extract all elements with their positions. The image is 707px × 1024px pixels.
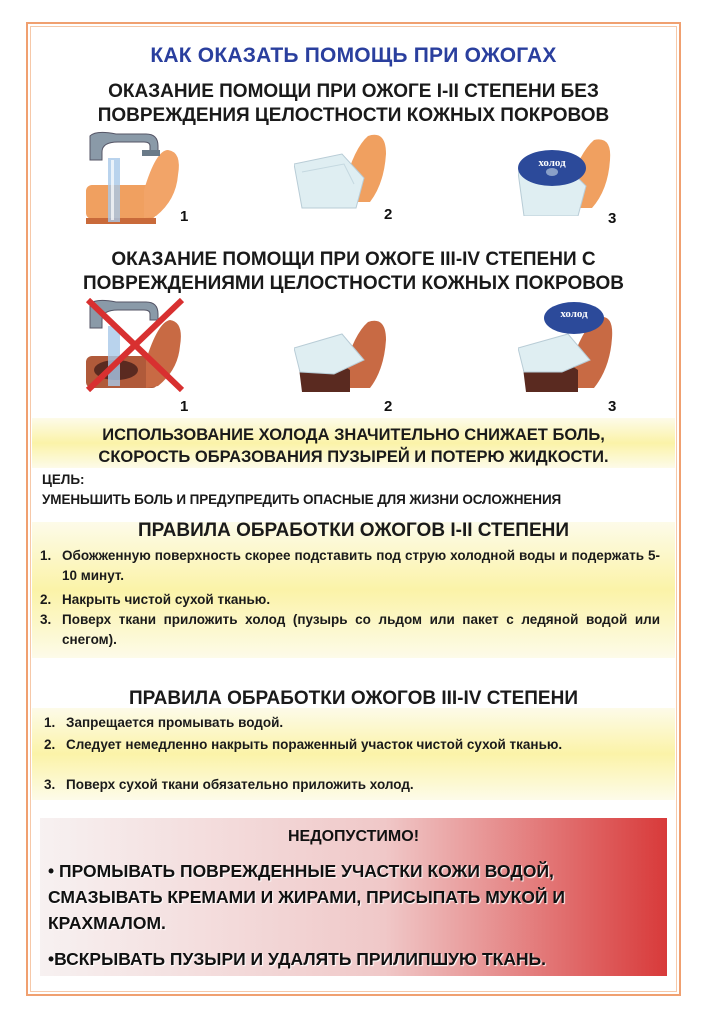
ice-pack-label: холод bbox=[538, 157, 566, 169]
rule-number: 2. bbox=[40, 592, 52, 607]
rule-text: Обожженную поверхность скорее подставить под струю холодной воды и подержать 5-10 минут. bbox=[62, 548, 660, 583]
rule-number: 3. bbox=[44, 777, 56, 792]
section2-heading-line2: ПОВРЕЖДЕНИЯМИ ЦЕЛОСТНОСТИ КОЖНЫХ ПОКРОВОВ bbox=[82, 273, 625, 294]
step-number: 3 bbox=[608, 210, 617, 227]
page-title: КАК ОКАЗАТЬ ПОМОЩЬ ПРИ ОЖОГАХ bbox=[150, 44, 557, 67]
rule-text: Поверх сухой ткани обязательно приложить холод. bbox=[66, 777, 414, 792]
illustration-cold-on-foot bbox=[518, 132, 618, 216]
rule-item bbox=[40, 610, 660, 650]
rule-item bbox=[44, 713, 664, 733]
rule-item bbox=[40, 590, 660, 610]
goal-text: УМЕНЬШИТЬ БОЛЬ И ПРЕДУПРЕДИТЬ ОПАСНЫЕ ДЛЯ ЖИЗНИ ОСЛОЖНЕНИЯ bbox=[42, 492, 562, 507]
warning-item: • ПРОМЫВАТЬ ПОВРЕЖДЕННЫЕ УЧАСТКИ КОЖИ ВОДОЙ, СМАЗЫВАТЬ КРЕМАМИ И ЖИРАМИ, ПРИСЫПАТЬ МУКОЙ И КРАХМАЛОМ. bbox=[48, 861, 565, 933]
rule-text: Поверх ткани приложить холод (пузырь со льдом или пакет с ледяной водой или снегом). bbox=[62, 612, 660, 647]
step-number: 1 bbox=[180, 208, 189, 225]
cold-note-line2: СКОРОСТЬ ОБРАЗОВАНИЯ ПУЗЫРЕЙ И ПОТЕРЮ ЖИДКОСТИ. bbox=[98, 448, 609, 466]
rule-text: Следует немедленно накрыть пораженный участок чистой сухой тканью. bbox=[66, 737, 563, 752]
illustration-covered-burned-foot bbox=[294, 312, 394, 396]
section1-heading-line2: ПОВРЕЖДЕНИЯ ЦЕЛОСТНОСТИ КОЖНЫХ ПОКРОВОВ bbox=[97, 105, 610, 126]
step-number: 2 bbox=[384, 206, 393, 223]
section2-heading-line1: ОКАЗАНИЕ ПОМОЩИ ПРИ ОЖОГЕ III-IV СТЕПЕНИ С bbox=[111, 249, 596, 270]
rule-number: 3. bbox=[40, 612, 52, 627]
rule-item bbox=[44, 735, 664, 755]
rule-text: Запрещается промывать водой. bbox=[66, 715, 284, 730]
rule-number: 2. bbox=[44, 737, 56, 752]
illustration-water-forbidden bbox=[86, 298, 186, 392]
section1-heading-line1: ОКАЗАНИЕ ПОМОЩИ ПРИ ОЖОГЕ I-II СТЕПЕНИ БЕЗ bbox=[108, 81, 599, 102]
step-number: 3 bbox=[608, 398, 617, 415]
rule-text: Накрыть чистой сухой тканью. bbox=[62, 592, 271, 607]
cold-note-line1: ИСПОЛЬЗОВАНИЕ ХОЛОДА ЗНАЧИТЕЛЬНО СНИЖАЕТ БОЛЬ, bbox=[102, 426, 605, 444]
ice-pack-label: холод bbox=[560, 308, 588, 320]
rule-number: 1. bbox=[40, 548, 52, 563]
rule-item bbox=[40, 546, 660, 586]
rules12-title: ПРАВИЛА ОБРАБОТКИ ОЖОГОВ I-II СТЕПЕНИ bbox=[137, 520, 570, 541]
rule-number: 1. bbox=[44, 715, 56, 730]
goal-label: ЦЕЛЬ: bbox=[42, 472, 85, 487]
warning-item: •ВСКРЫВАТЬ ПУЗЫРИ И УДАЛЯТЬ ПРИЛИПШУЮ ТКАНЬ. bbox=[48, 949, 547, 969]
warning-title: НЕДОПУСТИМО! bbox=[287, 828, 420, 845]
illustration-water-on-foot bbox=[86, 130, 189, 225]
illustration-covered-foot bbox=[294, 128, 394, 212]
step-number: 2 bbox=[384, 398, 393, 415]
rule-item bbox=[44, 775, 664, 795]
rules34-title: ПРАВИЛА ОБРАБОТКИ ОЖОГОВ III-IV СТЕПЕНИ bbox=[129, 688, 578, 709]
illustration-cold-on-burned-foot bbox=[518, 300, 618, 396]
step-number: 1 bbox=[180, 398, 189, 415]
